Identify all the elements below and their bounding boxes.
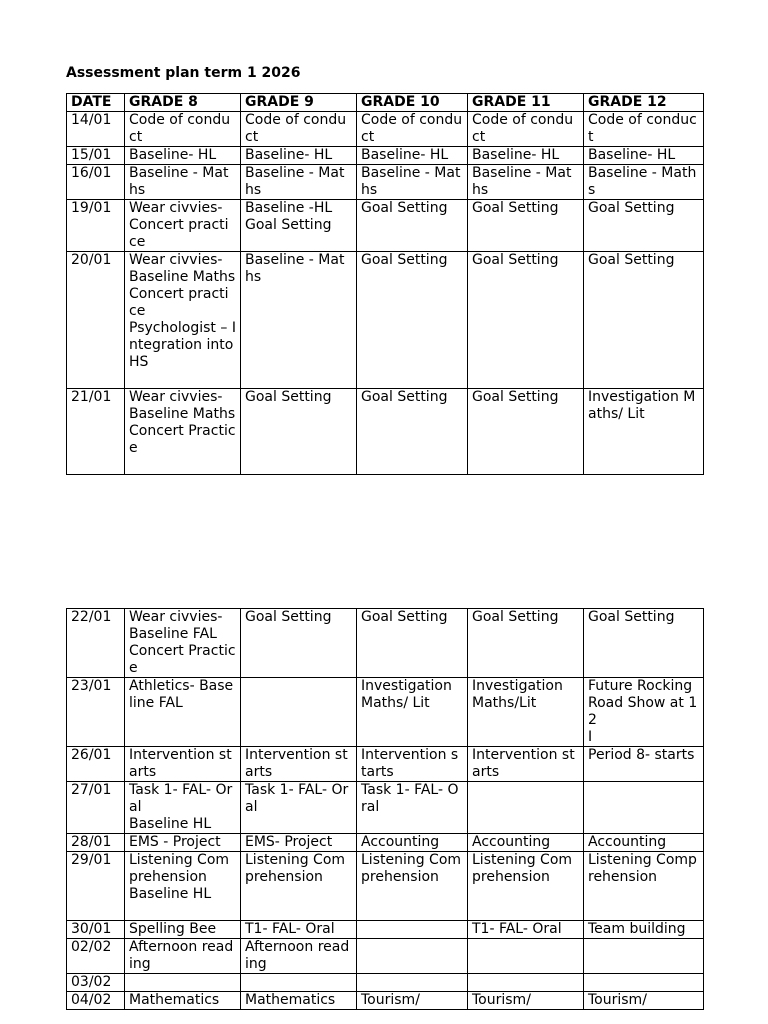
cell-date: 03/02 xyxy=(67,974,125,992)
cell-grade-9: Afternoon reading xyxy=(241,939,357,974)
cell-grade-9: Task 1- FAL- Oral xyxy=(241,782,357,834)
cell-grade-12: Goal Setting xyxy=(584,609,704,678)
table-row xyxy=(67,834,704,852)
table-row xyxy=(67,147,704,165)
cell-grade-9: Intervention starts xyxy=(241,747,357,782)
cell-grade-8: Wear civvies- Concert practice xyxy=(125,200,241,252)
cell-date: 27/01 xyxy=(67,782,125,834)
cell-grade-10: Goal Setting xyxy=(357,200,468,252)
cell-grade-11: Baseline- HL xyxy=(468,147,584,165)
table-row xyxy=(67,921,704,939)
cell-grade-11: Investigation Maths/Lit xyxy=(468,678,584,747)
table-row xyxy=(67,200,704,252)
table-row xyxy=(67,747,704,782)
cell-grade-8: Code of conduct xyxy=(125,112,241,147)
cell-grade-11: Goal Setting xyxy=(468,609,584,678)
cell-grade-12: Investigation Maths/ Lit xyxy=(584,389,704,475)
cell-grade-9: Baseline - Maths xyxy=(241,165,357,200)
table-row xyxy=(67,678,704,747)
assessment-table-1 xyxy=(66,93,704,475)
cell-date: 20/01 xyxy=(67,252,125,389)
cell-grade-11: Listening Comprehension xyxy=(468,852,584,921)
cell-date: 04/02 xyxy=(67,992,125,1010)
cell-date: 19/01 xyxy=(67,200,125,252)
cell-grade-10 xyxy=(357,939,468,974)
cell-grade-9: Mathematics xyxy=(241,992,357,1010)
cell-grade-12: Goal Setting xyxy=(584,200,704,252)
cell-grade-10: Code of conduct xyxy=(357,112,468,147)
cell-grade-9: Baseline - Maths xyxy=(241,252,357,389)
cell-grade-9: Listening Comprehension xyxy=(241,852,357,921)
table-header-row xyxy=(67,94,704,112)
cell-date: 29/01 xyxy=(67,852,125,921)
cell-grade-10 xyxy=(357,974,468,992)
cell-grade-12: Future Rocking Road Show at 12 I xyxy=(584,678,704,747)
table-row xyxy=(67,939,704,974)
cell-date: 14/01 xyxy=(67,112,125,147)
cell-grade-12: Baseline - Maths xyxy=(584,165,704,200)
cell-grade-10: Intervention starts xyxy=(357,747,468,782)
cell-grade-9: T1- FAL- Oral xyxy=(241,921,357,939)
header-grade-11: GRADE 11 xyxy=(468,94,584,112)
cell-grade-11: Tourism/ xyxy=(468,992,584,1010)
cell-grade-11: Code of conduct xyxy=(468,112,584,147)
cell-grade-12: Tourism/ xyxy=(584,992,704,1010)
cell-grade-12 xyxy=(584,782,704,834)
cell-grade-11: Intervention starts xyxy=(468,747,584,782)
cell-grade-10: Goal Setting xyxy=(357,609,468,678)
cell-date: 26/01 xyxy=(67,747,125,782)
cell-grade-8: Listening Comprehension Baseline HL xyxy=(125,852,241,921)
header-grade-8: GRADE 8 xyxy=(125,94,241,112)
cell-grade-9: EMS- Project xyxy=(241,834,357,852)
cell-grade-9 xyxy=(241,974,357,992)
header-date: DATE xyxy=(67,94,125,112)
cell-grade-8: Mathematics xyxy=(125,992,241,1010)
cell-grade-12 xyxy=(584,974,704,992)
cell-grade-8: Wear civvies- Baseline Maths Concert practice Psychologist – Integration into HS xyxy=(125,252,241,389)
cell-grade-10: Tourism/ xyxy=(357,992,468,1010)
table-row xyxy=(67,165,704,200)
cell-grade-8: Spelling Bee xyxy=(125,921,241,939)
cell-grade-12: Baseline- HL xyxy=(584,147,704,165)
table-row xyxy=(67,992,704,1010)
table-row xyxy=(67,974,704,992)
cell-grade-10: Baseline- HL xyxy=(357,147,468,165)
cell-grade-9: Goal Setting xyxy=(241,609,357,678)
cell-grade-12: Goal Setting xyxy=(584,252,704,389)
cell-grade-9: Baseline -HL Goal Setting xyxy=(241,200,357,252)
cell-grade-12: Listening Comprehension xyxy=(584,852,704,921)
cell-date: 15/01 xyxy=(67,147,125,165)
cell-grade-11: Accounting xyxy=(468,834,584,852)
cell-grade-9: Baseline- HL xyxy=(241,147,357,165)
table-2-body xyxy=(67,609,704,1010)
cell-date: 21/01 xyxy=(67,389,125,475)
table-row xyxy=(67,852,704,921)
cell-grade-11: Goal Setting xyxy=(468,252,584,389)
cell-grade-11: T1- FAL- Oral xyxy=(468,921,584,939)
cell-grade-11: Baseline - Maths xyxy=(468,165,584,200)
cell-date: 02/02 xyxy=(67,939,125,974)
cell-date: 30/01 xyxy=(67,921,125,939)
cell-grade-10: Investigation Maths/ Lit xyxy=(357,678,468,747)
cell-grade-9: Code of conduct xyxy=(241,112,357,147)
cell-grade-10: Goal Setting xyxy=(357,389,468,475)
cell-grade-10: Task 1- FAL- Oral xyxy=(357,782,468,834)
cell-grade-11 xyxy=(468,782,584,834)
cell-grade-12 xyxy=(584,939,704,974)
cell-grade-8: EMS - Project xyxy=(125,834,241,852)
cell-grade-8: Baseline- HL xyxy=(125,147,241,165)
cell-date: 16/01 xyxy=(67,165,125,200)
header-grade-10: GRADE 10 xyxy=(357,94,468,112)
table-row xyxy=(67,389,704,475)
cell-grade-11: Goal Setting xyxy=(468,200,584,252)
cell-grade-10: Accounting xyxy=(357,834,468,852)
header-grade-9: GRADE 9 xyxy=(241,94,357,112)
cell-grade-8 xyxy=(125,974,241,992)
cell-grade-9: Goal Setting xyxy=(241,389,357,475)
cell-grade-8: Athletics- Baseline FAL xyxy=(125,678,241,747)
cell-grade-9 xyxy=(241,678,357,747)
cell-grade-8: Wear civvies- Baseline Maths Concert Practice xyxy=(125,389,241,475)
cell-date: 23/01 xyxy=(67,678,125,747)
cell-grade-12: Period 8- starts xyxy=(584,747,704,782)
cell-grade-12: Accounting xyxy=(584,834,704,852)
assessment-table-2 xyxy=(66,608,704,1010)
cell-grade-10: Baseline - Maths xyxy=(357,165,468,200)
table-row xyxy=(67,112,704,147)
cell-grade-10 xyxy=(357,921,468,939)
document-title: Assessment plan term 1 2026 xyxy=(66,65,301,81)
cell-grade-11: Goal Setting xyxy=(468,389,584,475)
table-row xyxy=(67,782,704,834)
cell-grade-11 xyxy=(468,939,584,974)
table-row xyxy=(67,609,704,678)
cell-grade-8: Wear civvies- Baseline FAL Concert Practice xyxy=(125,609,241,678)
cell-grade-8: Intervention starts xyxy=(125,747,241,782)
table-row xyxy=(67,252,704,389)
cell-grade-8: Baseline - Maths xyxy=(125,165,241,200)
cell-grade-12: Code of conduct xyxy=(584,112,704,147)
table-1-body xyxy=(67,112,704,475)
cell-date: 28/01 xyxy=(67,834,125,852)
cell-grade-8: Task 1- FAL- Oral Baseline HL xyxy=(125,782,241,834)
cell-grade-10: Listening Comprehension xyxy=(357,852,468,921)
cell-date: 22/01 xyxy=(67,609,125,678)
header-grade-12: GRADE 12 xyxy=(584,94,704,112)
cell-grade-11 xyxy=(468,974,584,992)
cell-grade-10: Goal Setting xyxy=(357,252,468,389)
cell-grade-8: Afternoon reading xyxy=(125,939,241,974)
cell-grade-12: Team building xyxy=(584,921,704,939)
